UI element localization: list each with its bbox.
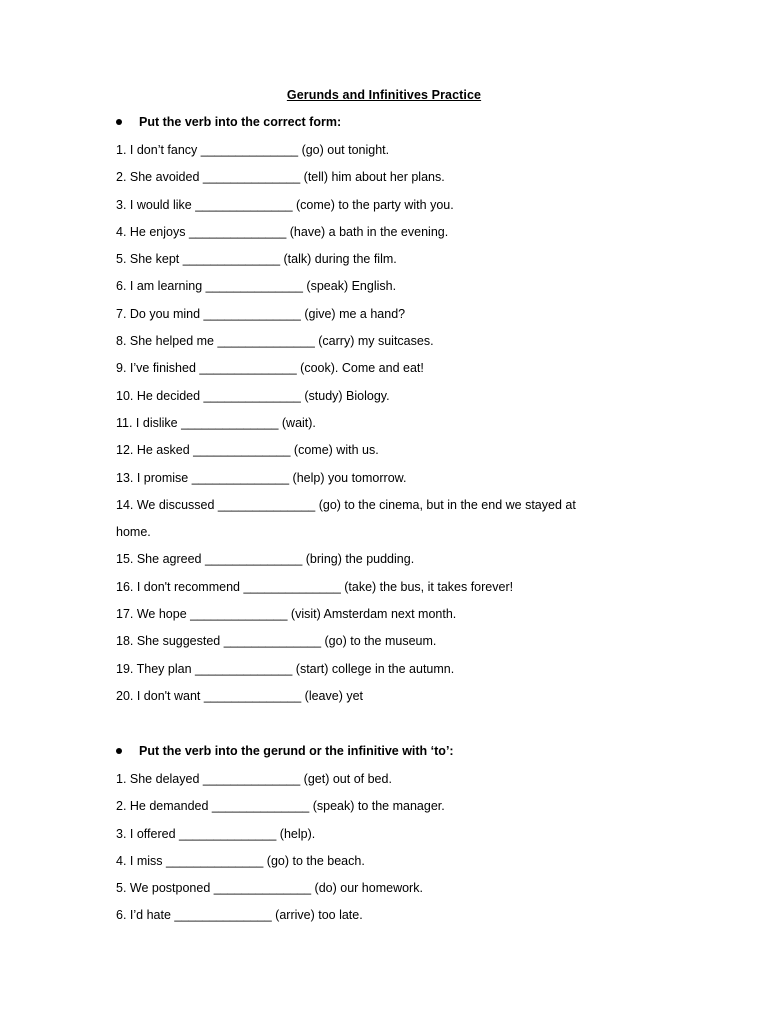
list-item: 4. I miss ______________ (go) to the beach. [116,853,365,868]
list-item: 13. I promise ______________ (help) you tomorrow. [116,470,407,485]
list-item: 7. Do you mind ______________ (give) me a hand? [116,306,406,321]
list-item: 5. We postponed ______________ (do) our homework. [116,881,423,896]
list-item: 9. I’ve finished ______________ (cook). Come and eat! [116,361,424,376]
page-title: Gerunds and Infinitives Practice [286,88,482,102]
list-item: 2. She avoided ______________ (tell) him about her plans. [116,170,445,185]
list-item: 15. She agreed ______________ (bring) the pudding. [116,552,415,567]
section-2-list [116,766,616,930]
section-1-heading [116,115,341,129]
list-item: 4. He enjoys ______________ (have) a bath in the evening. [116,224,449,239]
section-2-heading-text: Put the verb into the gerund or the infinitive with ‘to’: [139,744,454,758]
list-item: 14. We discussed ______________ (go) to the cinema, but in the end we stayed at home. [116,497,576,540]
list-item: 20. I don't want ______________ (leave) yet [116,688,364,703]
list-item: 3. I would like ______________ (come) to the party with you. [116,197,454,212]
list-item: 1. She delayed ______________ (get) out of bed. [116,772,392,786]
bullet-icon [116,119,122,125]
list-item: 12. He asked ______________ (come) with us. [116,443,379,458]
list-item: 2. He demanded ______________ (speak) to the manager. [116,799,445,814]
list-item: 17. We hope ______________ (visit) Amsterdam next month. [116,607,457,622]
list-item: 1. I don’t fancy ______________ (go) out tonight. [116,143,390,157]
list-item: 11. I dislike ______________ (wait). [116,415,316,430]
list-item: 5. She kept ______________ (talk) during the film. [116,252,397,267]
section-2-heading [116,744,454,758]
list-item: 18. She suggested ______________ (go) to the museum. [116,634,437,649]
list-item: 19. They plan ______________ (start) college in the autumn. [116,661,455,676]
list-item: 6. I am learning ______________ (speak) English. [116,279,397,294]
list-item: 3. I offered ______________ (help). [116,826,316,841]
section-1-heading-text: Put the verb into the correct form: [139,115,342,129]
bullet-icon [116,748,122,754]
list-item: 16. I don't recommend ______________ (take) the bus, it takes forever! [116,579,514,594]
list-item: 10. He decided ______________ (study) Biology. [116,388,390,403]
list-item: 6. I’d hate ______________ (arrive) too late. [116,908,363,923]
section-1-list [116,137,616,710]
list-item: 8. She helped me ______________ (carry) my suitcases. [116,334,434,349]
